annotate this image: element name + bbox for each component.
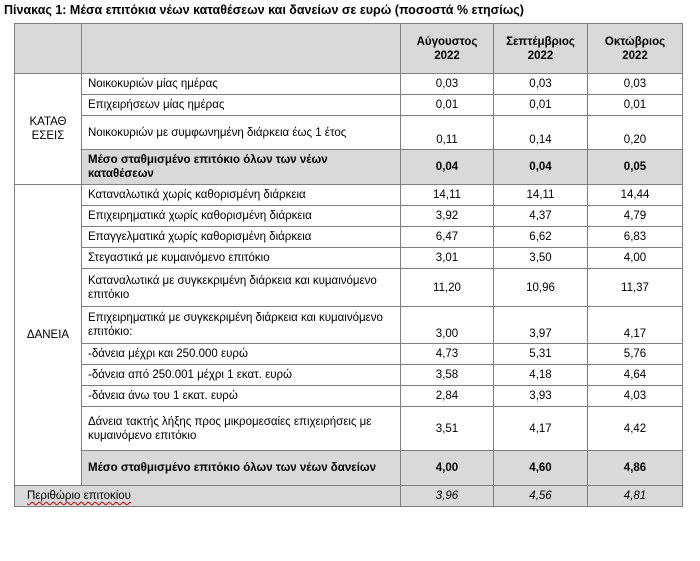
row-value: 0,20: [588, 116, 683, 150]
header-month: Οκτώβριος: [604, 35, 666, 48]
row-value: 3,50: [494, 248, 588, 269]
row-value: 4,17: [588, 307, 683, 344]
row-value: 6,47: [401, 227, 494, 248]
row-value: 3,96: [401, 486, 494, 507]
row-value: 10,96: [494, 269, 588, 307]
row-value: 0,03: [401, 74, 494, 95]
row-label: Καταναλωτικά χωρίς καθορισμένη διάρκεια: [82, 185, 401, 206]
header-row: [15, 24, 683, 74]
row-value: 4,00: [401, 451, 494, 486]
row-value: 4,64: [588, 365, 683, 386]
header-august: [401, 24, 494, 74]
row-label: Καταναλωτικά με συγκεκριμένη διάρκεια και κυμαινόμενο επιτόκιο: [82, 269, 401, 307]
header-empty-group: [15, 24, 82, 74]
table-row: [15, 307, 683, 344]
margin-row: [15, 486, 683, 507]
row-value: 5,31: [494, 344, 588, 365]
table-row: [15, 344, 683, 365]
row-label: -δάνεια μέχρι και 250.000 ευρώ: [82, 344, 401, 365]
row-value: 4,37: [494, 206, 588, 227]
row-value: 3,51: [401, 407, 494, 451]
table-row: [15, 269, 683, 307]
row-label: Περιθώριο επιτοκίου: [27, 490, 131, 502]
header-empty-label: [82, 24, 401, 74]
table-row: [15, 95, 683, 116]
table-row: [15, 116, 683, 150]
table-row: [15, 248, 683, 269]
row-value: 5,76: [588, 344, 683, 365]
row-value: 4,56: [494, 486, 588, 507]
row-label: Μέσο σταθμισμένο επιτόκιο όλων των νέων καταθέσεων: [82, 150, 401, 185]
row-value: 4,86: [588, 451, 683, 486]
row-value: 11,37: [588, 269, 683, 307]
row-value: 4,73: [401, 344, 494, 365]
row-value: 6,83: [588, 227, 683, 248]
row-value: 0,01: [401, 95, 494, 116]
row-value: 2,84: [401, 386, 494, 407]
row-value: 0,04: [494, 150, 588, 185]
row-value: 0,14: [494, 116, 588, 150]
row-value: 6,62: [494, 227, 588, 248]
row-value: 4,60: [494, 451, 588, 486]
row-value: 14,11: [401, 185, 494, 206]
row-value: 14,44: [588, 185, 683, 206]
header-year: 2022: [527, 49, 554, 62]
table-row: [15, 74, 683, 95]
row-label: -δάνεια άνω του 1 εκατ. ευρώ: [82, 386, 401, 407]
row-value: 0,01: [494, 95, 588, 116]
table-title: Πίνακας 1: Μέσα επιτόκια νέων καταθέσεων και δανείων σε ευρώ (ποσοστά % ετησίως): [4, 3, 524, 17]
row-value: 0,11: [401, 116, 494, 150]
header-month: Αύγουστος: [416, 35, 478, 48]
row-value: 3,93: [494, 386, 588, 407]
row-label: Νοικοκυριών μίας ημέρας: [82, 74, 401, 95]
row-value: 3,01: [401, 248, 494, 269]
row-value: 3,97: [494, 307, 588, 344]
row-label: Επιχειρηματικά με συγκεκριμένη διάρκεια και κυμαινόμενο επιτόκιο:: [82, 307, 401, 344]
header-october: [588, 24, 683, 74]
header-year: 2022: [434, 49, 460, 62]
deposits-group-label: [15, 74, 82, 185]
table-row: [15, 407, 683, 451]
table-row: [15, 185, 683, 206]
interest-rates-table: [14, 23, 683, 507]
table-row: [15, 206, 683, 227]
row-value: 0,03: [494, 74, 588, 95]
header-month: Σεπτέμβριος: [506, 35, 575, 48]
row-label: Επαγγελματικά χωρίς καθορισμένη διάρκεια: [82, 227, 401, 248]
row-value: 3,00: [401, 307, 494, 344]
row-value: 4,79: [588, 206, 683, 227]
row-value: 4,03: [588, 386, 683, 407]
deposits-total-row: [15, 150, 683, 185]
row-value: 14,11: [494, 185, 588, 206]
table-row: [15, 386, 683, 407]
row-value: 3,58: [401, 365, 494, 386]
row-label: Δάνεια τακτής λήξης προς μικρομεσαίες επιχειρήσεις με κυμαινόμενο επιτόκιο: [82, 407, 401, 451]
loans-total-row: [15, 451, 683, 486]
row-value: 4,17: [494, 407, 588, 451]
row-label: Νοικοκυριών με συμφωνημένη διάρκεια έως 1 έτος: [82, 116, 401, 150]
row-value: 0,01: [588, 95, 683, 116]
row-value: 4,00: [588, 248, 683, 269]
table-row: [15, 227, 683, 248]
row-label: -δάνεια από 250.001 μέχρι 1 εκατ. ευρώ: [82, 365, 401, 386]
row-value: 3,92: [401, 206, 494, 227]
margin-label-cell: [15, 486, 401, 507]
header-september: [494, 24, 588, 74]
row-label: Στεγαστικά με κυμαινόμενο επιτόκιο: [82, 248, 401, 269]
group-label-line: ΕΣΕΙΣ: [31, 130, 65, 142]
row-label: Επιχειρήσεων μίας ημέρας: [82, 95, 401, 116]
row-value: 11,20: [401, 269, 494, 307]
row-label: Επιχειρηματικά χωρίς καθορισμένη διάρκεια: [82, 206, 401, 227]
row-value: 0,03: [588, 74, 683, 95]
header-year: 2022: [622, 49, 648, 62]
row-value: 4,18: [494, 365, 588, 386]
group-label-line: ΚΑΤΑΘ: [29, 116, 67, 128]
row-value: 0,05: [588, 150, 683, 185]
row-value: 0,04: [401, 150, 494, 185]
row-label: Μέσο σταθμισμένο επιτόκιο όλων των νέων δανείων: [82, 451, 401, 486]
loans-group-label: ΔΑΝΕΙΑ: [15, 185, 82, 486]
row-value: 4,42: [588, 407, 683, 451]
row-value: 4,81: [588, 486, 683, 507]
table-row: [15, 365, 683, 386]
